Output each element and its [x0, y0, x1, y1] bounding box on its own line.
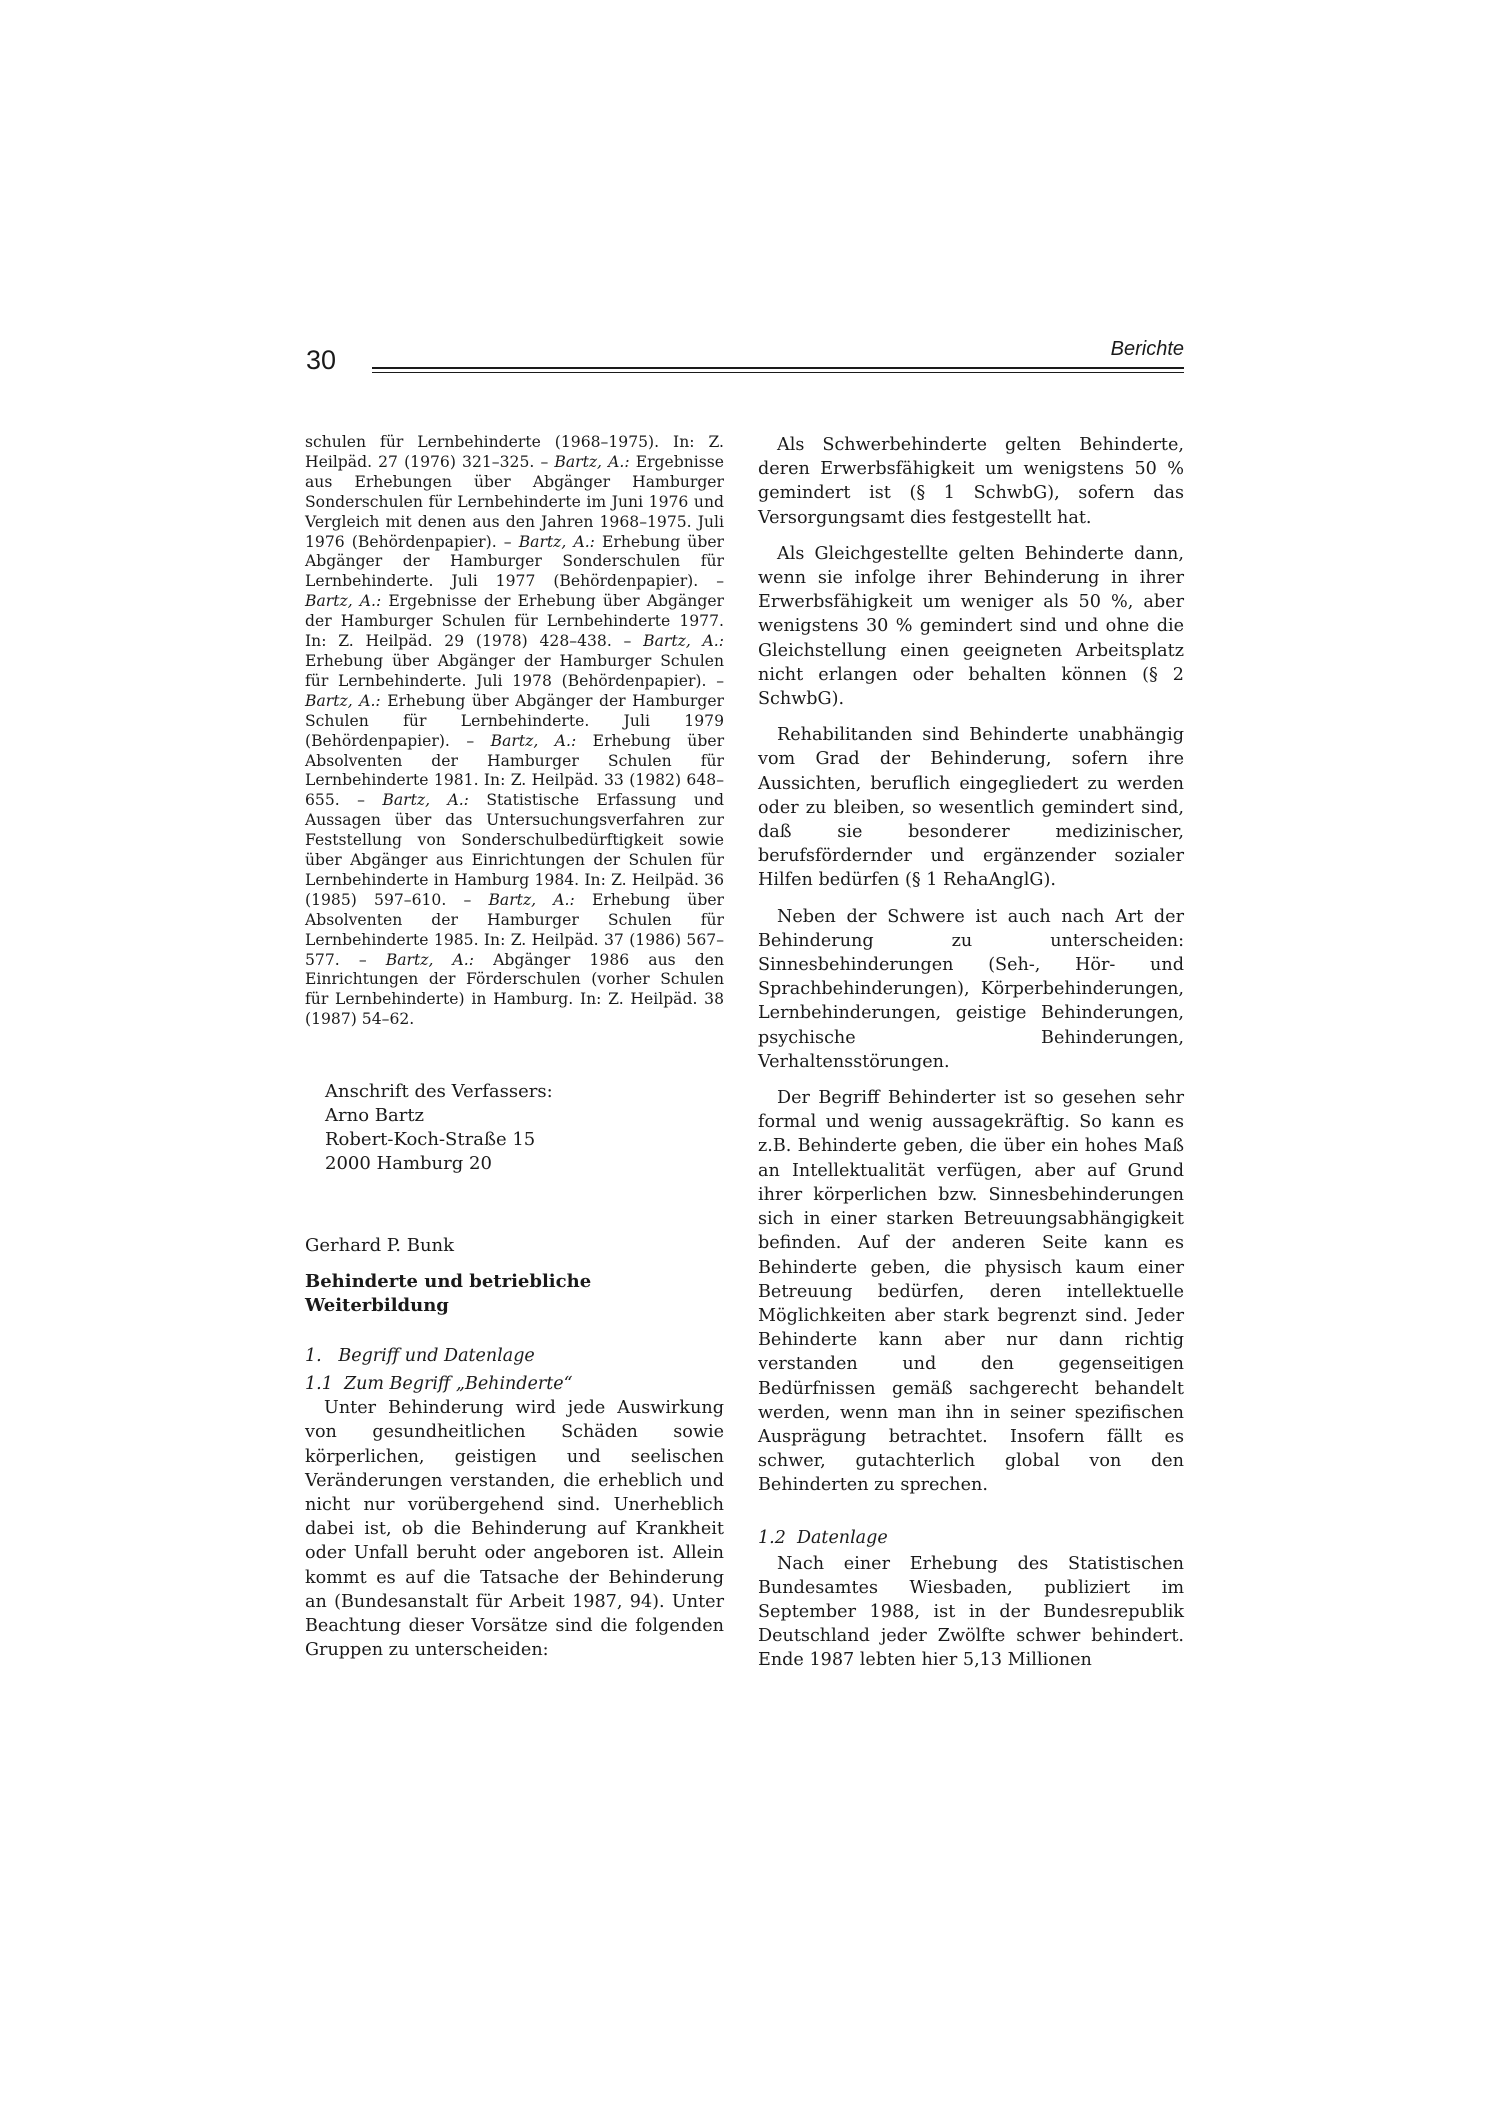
left-column — [305, 433, 724, 1662]
reference-text: Erhebung über Abgänger der Hamburger Schulen für Lernbehinderte. Juli 1978 (Behördenpapier). – — [305, 651, 724, 690]
right-column — [758, 433, 1184, 1685]
reference-text: Erhebung über Abgänger der Hamburger Sonderschulen für Lernbehinderte. Juli 1977 (Behördenpapier). – — [305, 532, 725, 591]
section-heading-1-1: 1.1 Zum Begriff „Behinderte“ — [305, 1374, 573, 1395]
reference-author: Bartz, A.: — [643, 632, 725, 651]
page-number: 30 — [306, 345, 337, 375]
reference-list — [305, 433, 724, 1030]
reference-text: Ergebnisse aus Erhebungen über Abgänger Hamburger Sonderschulen für Lernbehinderte im Juni 1976 und Vergleich mit denen aus den Jahren 1968–1975. Juli 1976 (Behördenpapier). – — [305, 452, 724, 551]
address-name: Arno Bartz — [325, 1105, 425, 1127]
header-rule — [372, 367, 1184, 369]
body-paragraph: Als Gleichgestellte gelten Behinderte dann, wenn sie infolge ihrer Behinderung in ihrer Erwerbsfähigkeit um weniger als 50 %, aber wenigstens 30 % gemindert sind und ohne die Gleichstellung einen geeigneten Arbeitsplatz nicht erlangen oder behalten können (§ 2 SchwbG). — [758, 543, 1184, 710]
reference-author: Bartz, A.: — [305, 691, 381, 710]
address-label: Anschrift des Verfassers: — [325, 1081, 553, 1103]
article-author: Gerhard P. Bunk — [305, 1235, 455, 1257]
reference-text: Erhebung über Abgänger der Hamburger Schulen für Lernbehinderte. Juli 1979 (Behördenpapier). – — [305, 691, 724, 750]
header-rule-thin — [372, 372, 1184, 373]
section-heading-1-2: 1.2 Datenlage — [758, 1527, 888, 1548]
reference-author: Bartz, A.: — [382, 791, 469, 810]
body-paragraph: Unter Behinderung wird jede Auswirkung von gesundheitlichen Schäden sowie körperlichen, geistigen und seelischen Veränderungen verstanden, die erheblich und nicht nur vorübergehend sind. Unerheblich dabei ist, ob die Behinderung auf Krankheit oder Unfall beruht oder angeboren ist. Allein kommt es auf die Tatsache der Behinderung an (Bundesanstalt für Arbeit 1987, 94). Unter Beachtung dieser Vorsätze sind die folgenden Gruppen zu unterscheiden: — [305, 1398, 724, 1661]
reference-text: Erhebung über Absolventen der Hamburger Schulen für Lernbehinderte 1981. In: Z. Heilpäd. 33 (1982) 648–655. – — [305, 731, 725, 810]
reference-author: Bartz, A.: — [488, 890, 575, 909]
section-heading-1: 1. Begriff und Datenlage — [305, 1346, 535, 1367]
body-paragraph: Neben der Schwere ist auch nach Art der Behinderung zu unterscheiden: Sinnesbehinderungen (Seh-, Hör- und Sprachbehinderungen), Körperbehinderungen, Lernbehinderungen, geistige Behinderungen, psychische Behinderungen, Verhaltensstörungen. — [758, 906, 1184, 1072]
article-title: Behinderte und betriebliche Weiterbildung — [305, 1271, 592, 1317]
reference-author: Bartz, A.: — [305, 592, 382, 611]
address-city: 2000 Hamburg 20 — [325, 1153, 492, 1175]
reference-text: Ergebnisse der Erhebung über Abgänger der Hamburger Schulen für Lernbehinderte 1977. In: Z. Heilpäd. 29 (1978) 428–438. – — [305, 592, 725, 651]
reference-author: Bartz, A.: — [385, 950, 475, 969]
reference-text: schulen für Lernbehinderte (1968–1975). In: Z. Heilpäd. 27 (1976) 321–325. – — [305, 433, 724, 471]
body-paragraph: Als Schwerbehinderte gelten Behinderte, deren Erwerbsfähigkeit um wenigstens 50 % gemindert ist (§ 1 SchwbG), sofern das Versorgungsamt dies festgestellt hat. — [758, 435, 1184, 528]
author-address — [325, 1080, 724, 1176]
body-paragraph: Nach einer Erhebung des Statistischen Bundesamtes Wiesbaden, publiziert im September 1988, ist in der Bundesrepublik Deutschland jeder Zwölfte schwer behindert. Ende 1987 lebten hier 5,13 Millionen — [758, 1553, 1184, 1671]
reference-author: Bartz, A.: — [554, 452, 630, 471]
body-paragraph: Rehabilitanden sind Behinderte unabhängig vom Grad der Behinderung, sofern ihre Aussichten, beruflich eingegliedert zu werden oder zu bleiben, so wesentlich gemindert sind, daß sie besonderer medizinischer, berufsfördernder und ergänzender sozialer Hilfen bedürfen (§ 1 RehaAnglG). — [758, 725, 1184, 891]
reference-author: Bartz, A.: — [490, 731, 577, 750]
reference-author: Bartz, A.: — [518, 532, 595, 551]
body-paragraph: Der Begriff Behinderter ist so gesehen sehr formal und wenig aussagekräftig. So kann es z.B. Behinderte geben, die über ein hohes Maß an Intellektualität verfügen, aber auf Grund ihrer körperlichen bzw. Sinnesbehinderungen sich in einer starken Betreuungsabhängigkeit befinden. Auf der anderen Seite kann es Behinderte geben, die physisch kaum einer Betreuung bedürfen, deren intellektuelle Möglichkeiten aber stark begrenzt sind. Jeder Behinderte kann aber nur dann richtig verstanden und den gegenseitigen Bedürfnissen gemäß sachgerecht behandelt werden, wenn man ihn in seiner spezifischen Ausprägung betrachtet. Insofern fällt es schwer, gutachterlich global von den Behinderten zu sprechen. — [758, 1088, 1184, 1496]
reference-text: Statistische Erfassung und Aussagen über das Untersuchungsverfahren zur Feststellung von Sonderschulbedürftigkeit sowie über Abgänger aus Einrichtungen der Schulen für Lernbehinderte in Hamburg 1984. In: Z. Heilpäd. 36 (1985) 597–610. – — [305, 791, 725, 909]
reference-text: Abgänger 1986 aus den Einrichtungen der Förderschulen (vorher Schulen für Lernbehinderte) in Hamburg. In: Z. Heilpäd. 38 (1987) 54–62. — [305, 950, 725, 1029]
address-street: Robert-Koch-Straße 15 — [325, 1129, 536, 1151]
running-head: Berichte — [1110, 338, 1184, 360]
reference-text: Erhebung über Absolventen der Hamburger Schulen für Lernbehinderte 1985. In: Z. Heilpäd. 37 (1986) 567–577. – — [305, 890, 725, 969]
